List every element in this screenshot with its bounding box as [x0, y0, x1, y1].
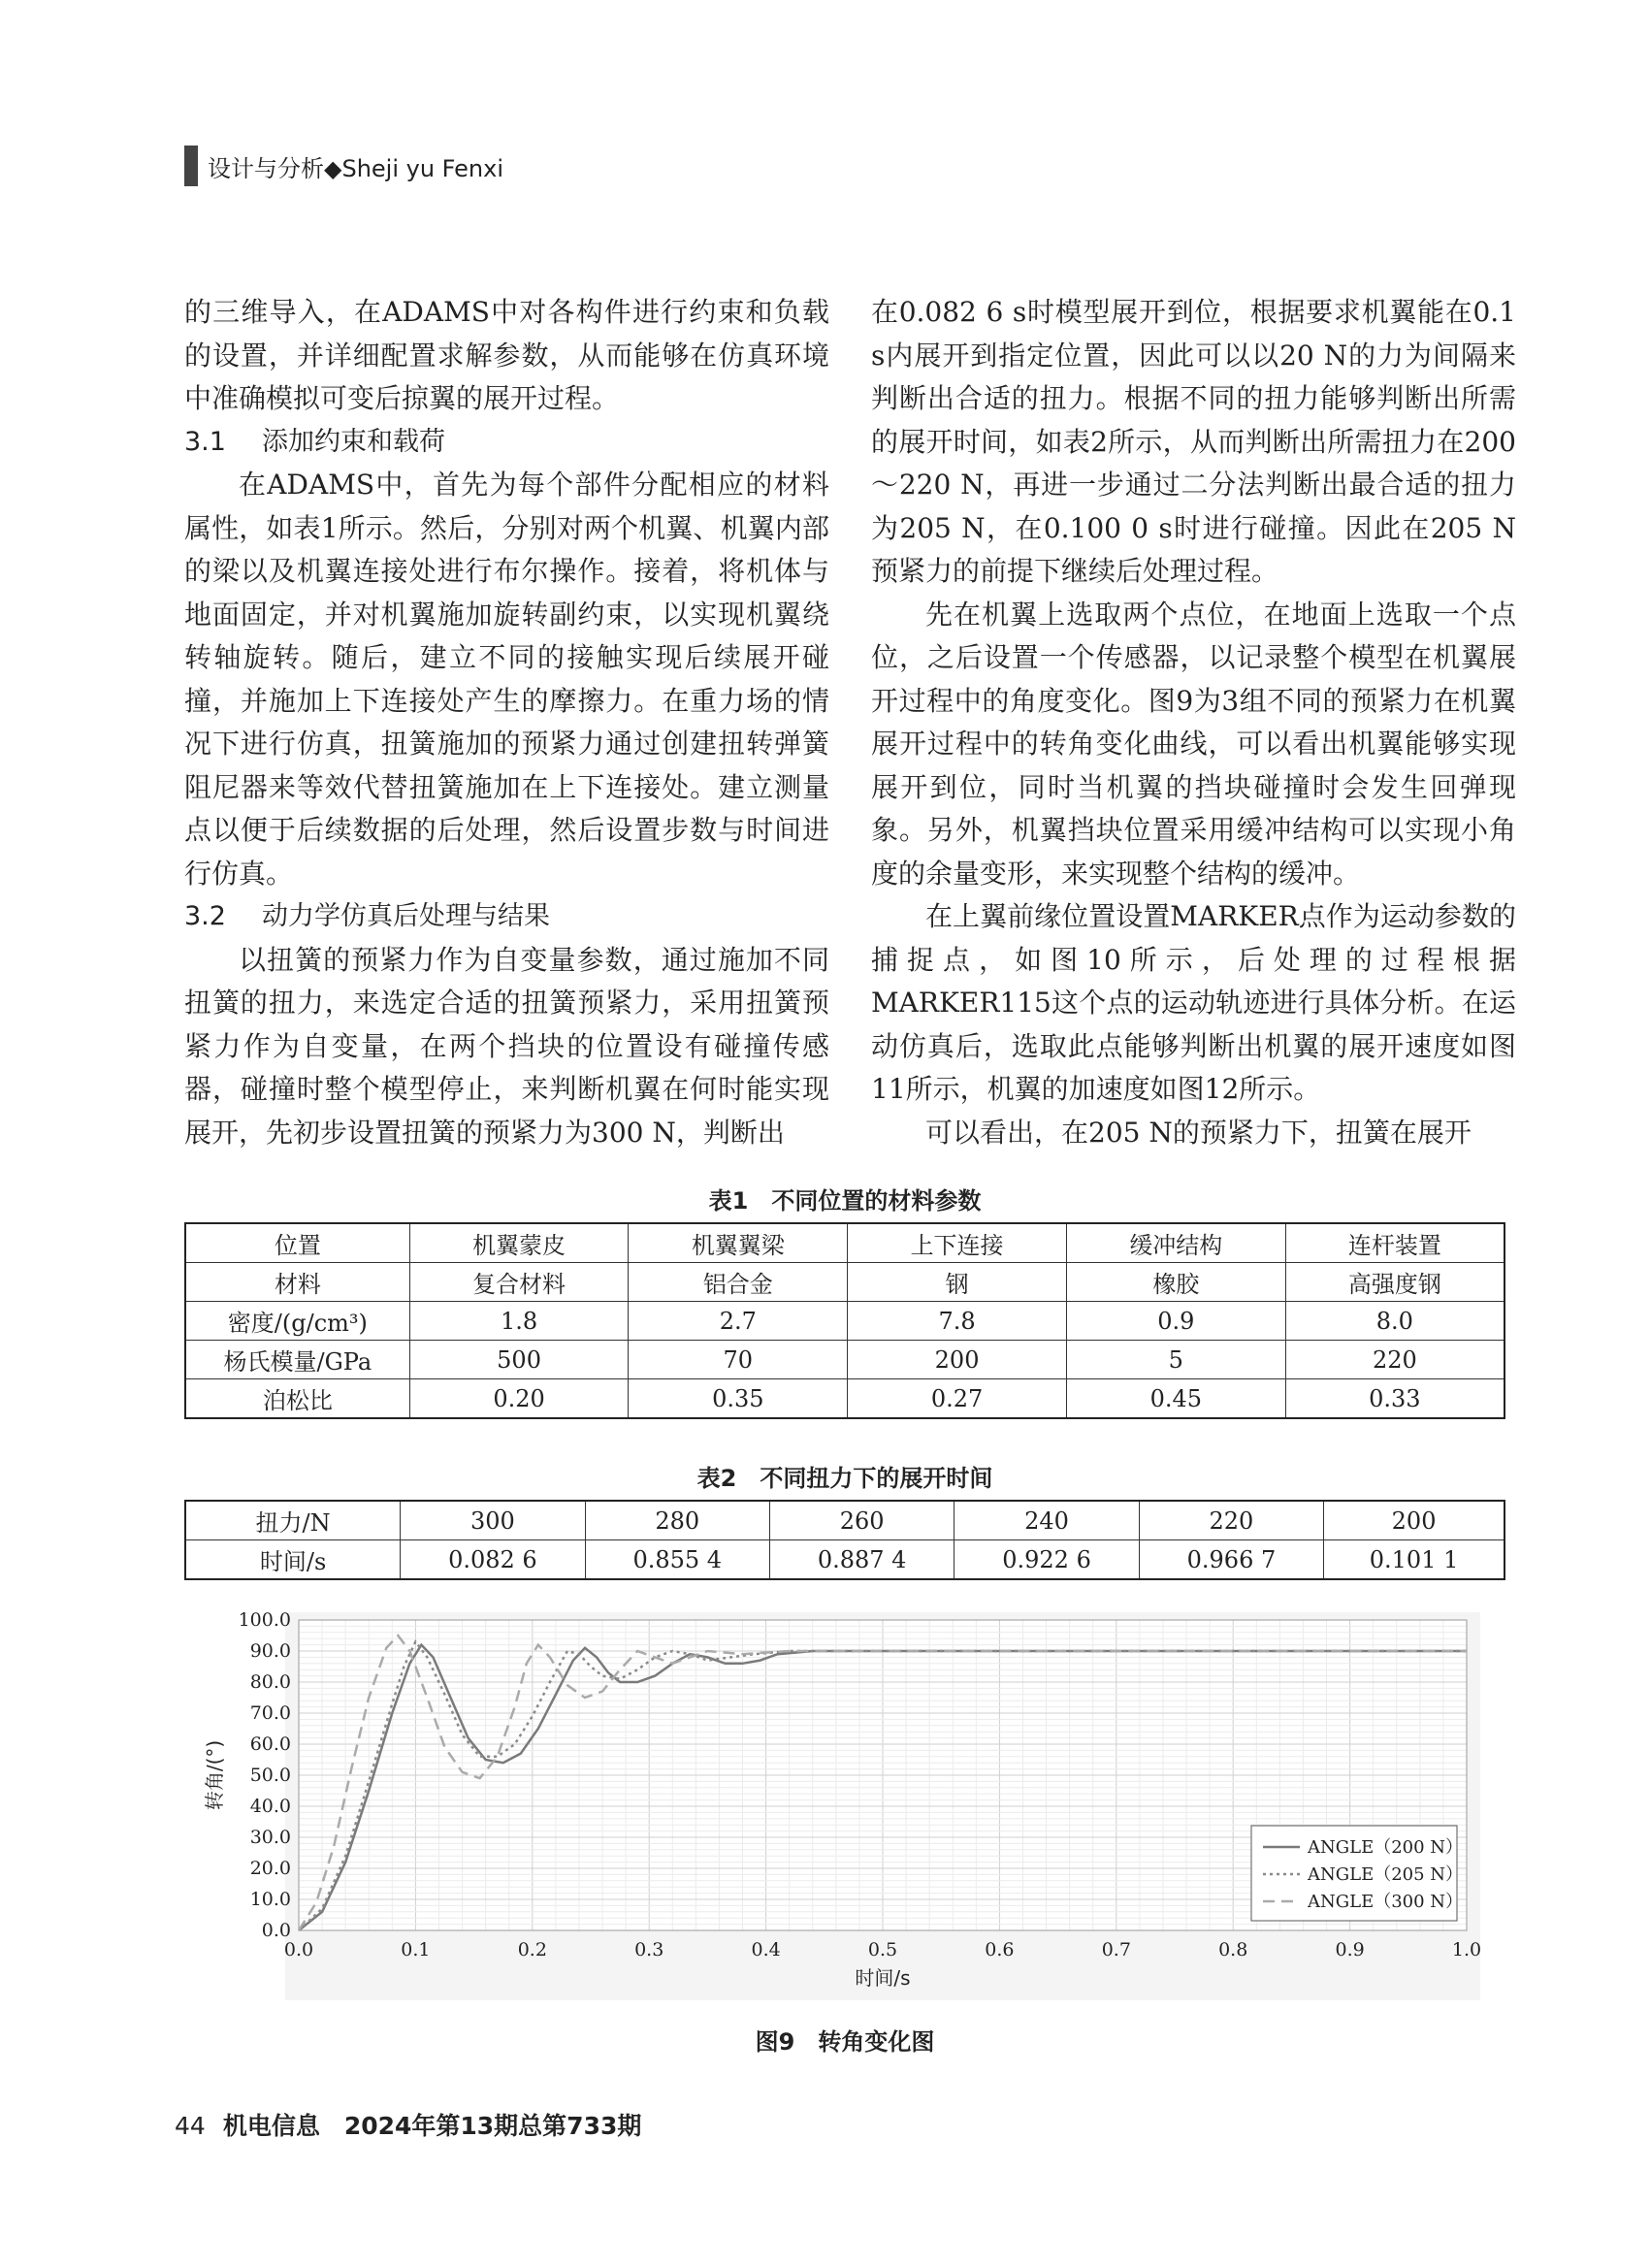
table-row: [185, 1379, 1504, 1419]
table-cell: 0.101 1: [1324, 1540, 1504, 1580]
table-cell: 0.20: [409, 1379, 629, 1419]
table2: [184, 1500, 1505, 1580]
table-cell: 材料: [185, 1263, 409, 1302]
table-cell: 上下连接: [848, 1223, 1067, 1263]
left-column: [184, 291, 829, 1154]
x-tick-label: 0.9: [1335, 1939, 1365, 1960]
table-cell: 0.922 6: [954, 1540, 1139, 1580]
x-tick-label: 0.8: [1218, 1939, 1248, 1960]
table1-caption: 表1 不同位置的材料参数: [708, 1187, 982, 1215]
table-cell: 280: [585, 1501, 769, 1540]
table-cell: 260: [769, 1501, 954, 1540]
y-tick-label: 30.0: [249, 1827, 291, 1848]
x-tick-label: 0.0: [283, 1939, 314, 1960]
table-cell: 泊松比: [185, 1379, 409, 1419]
table-cell: 5: [1066, 1341, 1285, 1379]
table-row: [185, 1501, 1504, 1540]
table-cell: 220: [1285, 1341, 1504, 1379]
y-tick-label: 60.0: [249, 1733, 291, 1755]
table-cell: 500: [409, 1341, 629, 1379]
section-number: 3.2: [184, 901, 226, 931]
y-tick-label: 50.0: [249, 1765, 291, 1786]
table-cell: 0.966 7: [1139, 1540, 1323, 1580]
paragraph: 的三维导入，在ADAMS中对各构件进行约束和负载的设置，并详细配置求解参数，从而能够在仿真环境中准确模拟可变后掠翼的展开过程。: [184, 296, 829, 414]
y-tick-label: 20.0: [249, 1858, 291, 1879]
table-cell: 时间/s: [185, 1540, 401, 1580]
page-number: 44: [175, 2112, 206, 2140]
table-cell: 0.33: [1285, 1379, 1504, 1419]
section-heading-3-2: [184, 895, 829, 939]
running-header: [184, 146, 503, 186]
table-row: [185, 1302, 1504, 1341]
table-cell: 连杆装置: [1285, 1223, 1504, 1263]
paragraph: 可以看出，在205 N的预紧力下，扭簧在展开: [925, 1116, 1472, 1149]
table-row: [185, 1263, 1504, 1302]
table-cell: 200: [848, 1341, 1067, 1379]
page-footer: [175, 2107, 641, 2142]
table-cell: 缓冲结构: [1066, 1223, 1285, 1263]
paragraph: 以扭簧的预紧力作为自变量参数，通过施加不同扭簧的扭力，来选定合适的扭簧预紧力，采用扭簧预紧力作为自变量，在两个挡块的位置设有碰撞传感器，碰撞时整个模型停止，来判断机翼在何时能实现展开，先初步设置扭簧的预紧力为300 N，判断出: [184, 943, 829, 1149]
y-tick-label: 0.0: [261, 1920, 291, 1941]
table-cell: 1.8: [409, 1302, 629, 1341]
table-cell: 220: [1139, 1501, 1323, 1540]
figure9-caption: 图9 转角变化图: [755, 2028, 935, 2056]
table-cell: 70: [629, 1341, 848, 1379]
table-cell: 200: [1324, 1501, 1504, 1540]
x-tick-label: 1.0: [1451, 1939, 1482, 1960]
table-row: [185, 1540, 1504, 1580]
table-cell: 高强度钢: [1285, 1263, 1504, 1302]
table-cell: 扭力/N: [185, 1501, 401, 1540]
table-cell: 机翼蒙皮: [409, 1223, 629, 1263]
table-cell: 0.27: [848, 1379, 1067, 1419]
section-heading-3-1: [184, 421, 829, 465]
x-tick-label: 0.7: [1101, 1939, 1131, 1960]
table-cell: 300: [401, 1501, 585, 1540]
table-cell: 0.887 4: [769, 1540, 954, 1580]
legend-label: ANGLE（200 N）: [1308, 1837, 1464, 1858]
y-tick-label: 80.0: [249, 1671, 291, 1693]
y-tick-label: 10.0: [249, 1889, 291, 1910]
y-tick-label: 70.0: [249, 1702, 291, 1724]
table-cell: 0.082 6: [401, 1540, 585, 1580]
y-axis-label: 转角/(°): [203, 1739, 226, 1811]
header-title: 设计与分析◆Sheji yu Fenxi: [208, 154, 504, 182]
y-tick-label: 90.0: [249, 1640, 291, 1662]
y-tick-label: 100.0: [238, 1610, 291, 1631]
header-bar: [184, 146, 198, 186]
x-tick-label: 0.2: [517, 1939, 547, 1960]
table1: [184, 1222, 1505, 1419]
x-tick-label: 0.3: [634, 1939, 664, 1960]
table-cell: 位置: [185, 1223, 409, 1263]
table-cell: 铝合金: [629, 1263, 848, 1302]
table-row: [185, 1223, 1504, 1263]
right-column: [871, 291, 1516, 1154]
legend-label: ANGLE（205 N）: [1308, 1864, 1464, 1885]
table-row: [185, 1341, 1504, 1379]
table-cell: 钢: [848, 1263, 1067, 1302]
table-cell: 8.0: [1285, 1302, 1504, 1341]
table-cell: 机翼翼梁: [629, 1223, 848, 1263]
table-cell: 橡胶: [1066, 1263, 1285, 1302]
table-cell: 0.9: [1066, 1302, 1285, 1341]
y-tick-label: 40.0: [249, 1796, 291, 1817]
table2-caption: 表2 不同扭力下的展开时间: [696, 1465, 993, 1492]
table-cell: 密度/(g/cm³): [185, 1302, 409, 1341]
x-tick-label: 0.4: [751, 1939, 781, 1960]
angle-chart: [184, 1610, 1505, 2018]
paragraph: 在0.082 6 s时模型展开到位，根据要求机翼能在0.1 s内展开到指定位置，因此可以以20 N的力为间隔来判断出合适的扭力。根据不同的扭力能够判断出所需的展开时间，如表2所示，从而判断出所需扭力在200～220 N，再进一步通过二分法判断出最合适的扭力为205 N，在0.100 0 s时进行碰撞。因此在205 N预紧力的前提下继续后处理过程。: [871, 296, 1516, 587]
paragraph: 先在机翼上选取两个点位，在地面上选取一个点位，之后设置一个传感器，以记录整个模型在机翼展开过程中的角度变化。图9为3组不同的预紧力在机翼展开过程中的转角变化曲线，可以看出机翼能够实现展开到位，同时当机翼的挡块碰撞时会发生回弹现象。另外，机翼挡块位置采用缓冲结构可以实现小角度的余量变形，来实现整个结构的缓冲。: [871, 598, 1516, 890]
table-cell: 240: [954, 1501, 1139, 1540]
section-title: 动力学仿真后处理与结果: [262, 901, 550, 931]
table-cell: 杨氏模量/GPa: [185, 1341, 409, 1379]
x-tick-label: 0.5: [867, 1939, 898, 1960]
journal-info: 机电信息 2024年第13期总第733期: [222, 2112, 642, 2140]
section-number: 3.1: [184, 426, 226, 457]
table-cell: 0.855 4: [585, 1540, 769, 1580]
x-tick-label: 0.1: [401, 1939, 431, 1960]
x-tick-label: 0.6: [985, 1939, 1015, 1960]
table-cell: 7.8: [848, 1302, 1067, 1341]
paragraph: 在上翼前缘位置设置MARKER点作为运动参数的捕捉点，如图10所示，后处理的过程根据MARKER115这个点的运动轨迹进行具体分析。在运动仿真后，选取此点能够判断出机翼的展开速度如图11所示，机翼的加速度如图12所示。: [871, 900, 1516, 1105]
paragraph: 在ADAMS中，首先为每个部件分配相应的材料属性，如表1所示。然后，分别对两个机翼、机翼内部的梁以及机翼连接处进行布尔操作。接着，将机体与地面固定，并对机翼施加旋转副约束，以实现机翼绕转轴旋转。随后，建立不同的接触实现后续展开碰撞，并施加上下连接处产生的摩擦力。在重力场的情况下进行仿真，扭簧施加的预紧力通过创建扭转弹簧阻尼器来等效代替扭簧施加在上下连接处。建立测量点以便于后续数据的后处理，然后设置步数与时间进行仿真。: [184, 469, 829, 890]
legend-label: ANGLE（300 N）: [1308, 1892, 1464, 1912]
section-title: 添加约束和载荷: [262, 426, 445, 457]
table-cell: 0.35: [629, 1379, 848, 1419]
table-cell: 0.45: [1066, 1379, 1285, 1419]
table-cell: 复合材料: [409, 1263, 629, 1302]
table-cell: 2.7: [629, 1302, 848, 1341]
x-axis-label: 时间/s: [855, 1966, 911, 1990]
